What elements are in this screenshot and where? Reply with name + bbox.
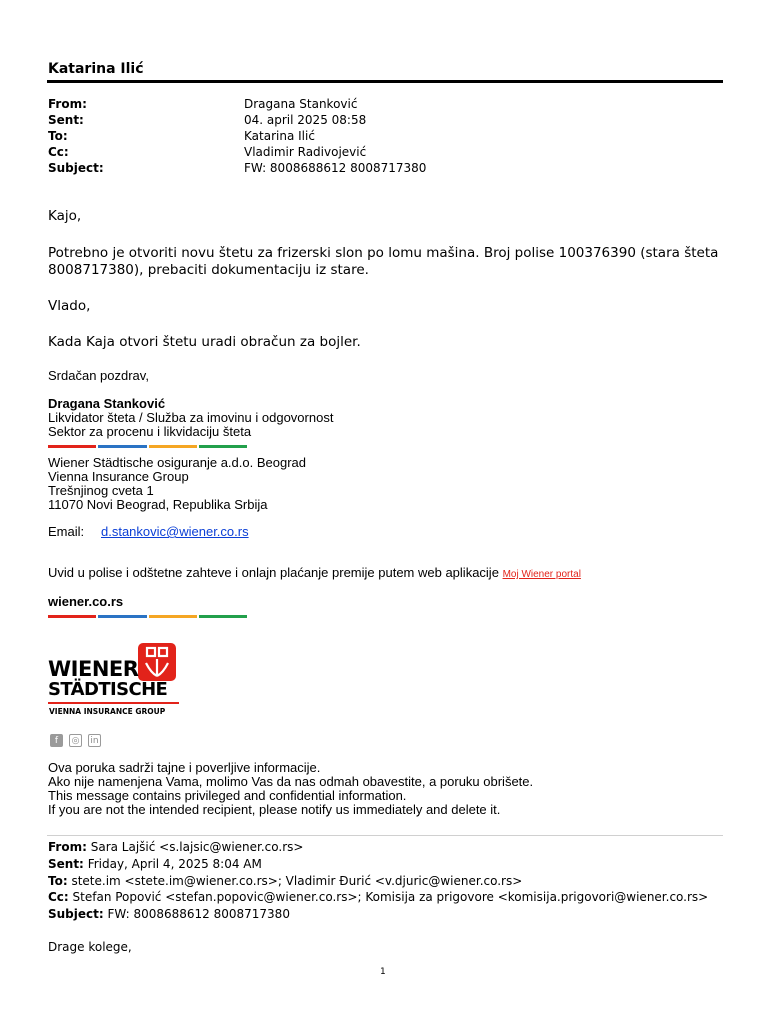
email-link[interactable]: d.stankovic@wiener.co.rs bbox=[101, 524, 249, 539]
signature-title: Likvidator šteta / Služba za imovinu i odgovornost bbox=[48, 410, 334, 425]
social-links bbox=[50, 734, 101, 747]
wiener-logo bbox=[48, 643, 183, 719]
paragraph-1-line-1: Potrebno je otvoriti novu štetu za frizerski slon po lomu mašina. Broj polise 100376390 (stara šteta bbox=[48, 245, 719, 261]
disclaimer-1: Ova poruka sadrži tajne i poverljive informacije. bbox=[48, 760, 321, 775]
logo-mark-icon bbox=[138, 643, 176, 681]
website: wiener.co.rs bbox=[48, 594, 124, 609]
fw-cc-label: Cc: bbox=[48, 890, 69, 904]
closing: Srdačan pozdrav, bbox=[48, 368, 149, 383]
from-label: From: bbox=[48, 97, 87, 111]
header-divider bbox=[47, 80, 723, 83]
sent-label: Sent: bbox=[48, 113, 84, 127]
subject-value: FW: 8008688612 8008717380 bbox=[244, 161, 427, 175]
logo-line-3: VIENNA INSURANCE GROUP bbox=[49, 707, 166, 716]
company-street: Trešnjinog cveta 1 bbox=[48, 483, 154, 498]
fw-cc bbox=[48, 889, 708, 906]
portal-description: Uvid u polise i odštetne zahteve i onlajn plaćanje premije putem web aplikacije bbox=[48, 565, 499, 580]
disclaimer-4: If you are not the intended recipient, please notify us immediately and delete it. bbox=[48, 802, 501, 817]
to-value: Katarina Ilić bbox=[244, 129, 315, 143]
page-number: 1 bbox=[380, 967, 386, 977]
fw-subject-value: FW: 8008688612 8008717380 bbox=[107, 907, 290, 921]
company-name: Wiener Städtische osiguranje a.d.o. Beograd bbox=[48, 455, 306, 470]
fw-greeting: Drage kolege, bbox=[48, 940, 132, 954]
linkedin-icon[interactable]: in bbox=[88, 734, 101, 747]
sent-value: 04. april 2025 08:58 bbox=[244, 113, 367, 127]
signature-department: Sektor za procenu i likvidaciju šteta bbox=[48, 424, 252, 439]
fw-from-label: From: bbox=[48, 840, 87, 854]
email-label: Email: bbox=[48, 524, 85, 539]
cc-value: Vladimir Radivojević bbox=[244, 145, 367, 159]
fw-to bbox=[48, 873, 522, 890]
to-label: To: bbox=[48, 129, 68, 143]
disclaimer-3: This message contains privileged and confidential information. bbox=[48, 788, 407, 803]
portal-link[interactable]: Moj Wiener portal bbox=[502, 569, 581, 580]
brand-color-bar-2 bbox=[48, 615, 247, 618]
instagram-icon[interactable]: ◎ bbox=[69, 734, 82, 747]
portal-text bbox=[48, 566, 581, 582]
fw-from bbox=[48, 839, 303, 856]
brand-color-bar bbox=[48, 445, 247, 448]
signature-name: Dragana Stanković bbox=[48, 396, 166, 411]
facebook-icon[interactable]: f bbox=[50, 734, 63, 747]
fw-sent-value: Friday, April 4, 2025 8:04 AM bbox=[87, 857, 262, 871]
disclaimer-2: Ako nije namenjena Vama, molimo Vas da nas odmah obavestite, a poruku obrišete. bbox=[48, 774, 534, 789]
logo-line-1: WIENER bbox=[48, 657, 139, 681]
company-city: 11070 Novi Beograd, Republika Srbija bbox=[48, 497, 268, 512]
fw-from-value: Sara Lajšić <s.lajsic@wiener.co.rs> bbox=[90, 840, 304, 854]
fw-sent bbox=[48, 856, 262, 873]
greeting-vlado: Vlado, bbox=[48, 298, 91, 314]
forwarded-divider bbox=[47, 835, 723, 836]
recipient-name: Katarina Ilić bbox=[48, 61, 144, 77]
fw-subject bbox=[48, 906, 290, 923]
from-value: Dragana Stanković bbox=[244, 97, 358, 111]
fw-to-value: stete.im <stete.im@wiener.co.rs>; Vladimir Đurić <v.djuric@wiener.co.rs> bbox=[71, 874, 523, 888]
fw-subject-label: Subject: bbox=[48, 907, 104, 921]
cc-label: Cc: bbox=[48, 145, 69, 159]
logo-underline bbox=[48, 702, 179, 704]
logo-line-2: STÄDTISCHE bbox=[48, 679, 168, 700]
subject-label: Subject: bbox=[48, 161, 104, 175]
paragraph-1-line-2: 8008717380), prebaciti dokumentaciju iz stare. bbox=[48, 262, 369, 278]
fw-cc-value: Stefan Popović <stefan.popovic@wiener.co.rs>; Komisija za prigovore <komisija.prigovori@wiener.co.rs> bbox=[72, 890, 709, 904]
fw-to-label: To: bbox=[48, 874, 68, 888]
company-group: Vienna Insurance Group bbox=[48, 469, 189, 484]
fw-sent-label: Sent: bbox=[48, 857, 84, 871]
greeting-kajo: Kajo, bbox=[48, 208, 82, 224]
paragraph-2: Kada Kaja otvori štetu uradi obračun za bojler. bbox=[48, 334, 361, 350]
